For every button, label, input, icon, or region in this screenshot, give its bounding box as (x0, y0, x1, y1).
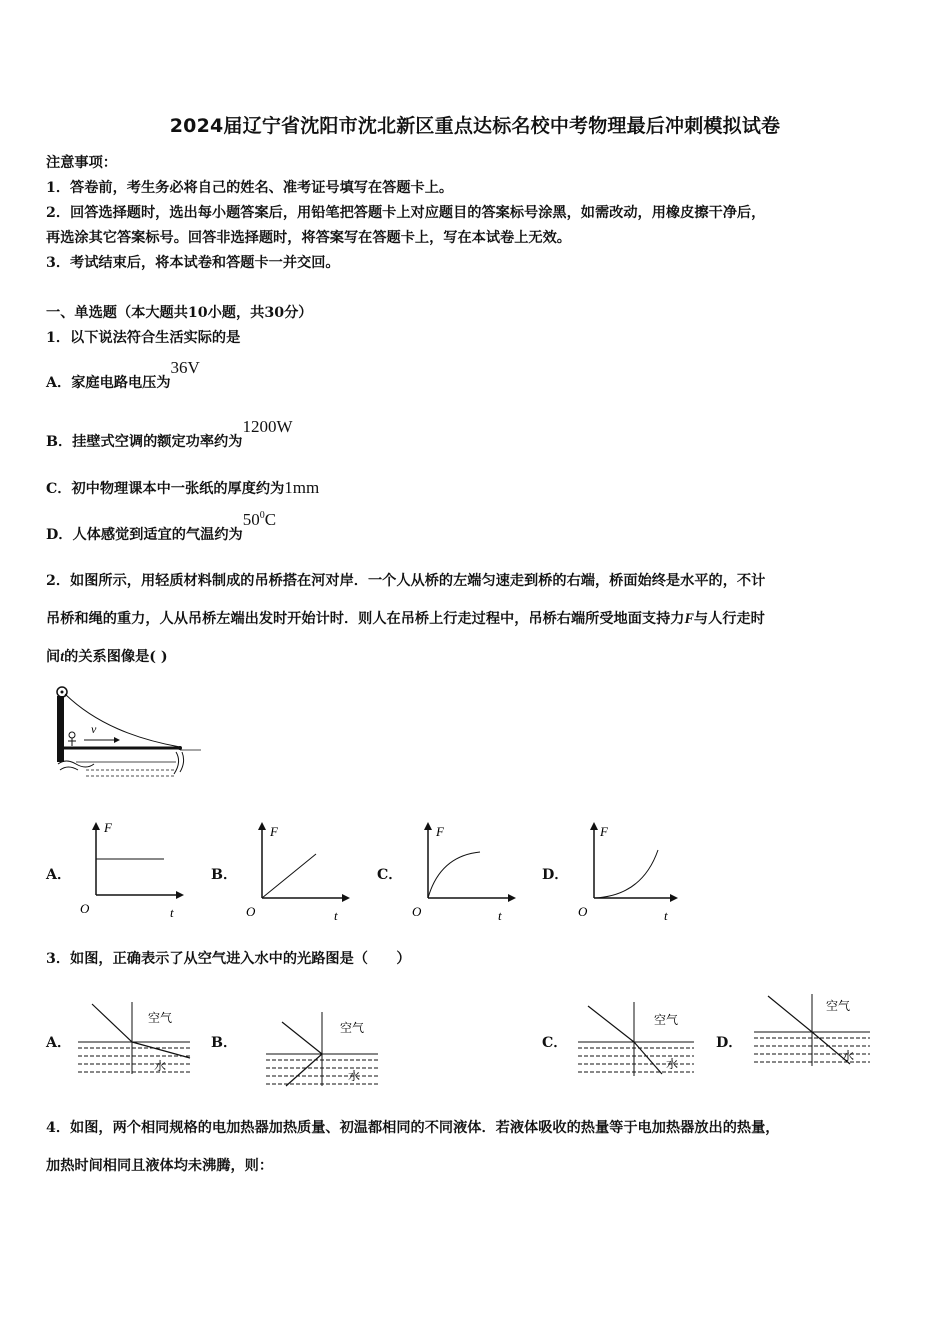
q2-stem-line-3 (46, 646, 168, 666)
axis-O: O (246, 904, 256, 919)
q2-line2-a: 吊桥和绳的重力，人从吊桥左端出发时开始计时．则人在吊桥上行走过程中，吊桥右端所受地面支持力 (46, 611, 685, 627)
section-heading: 一、单选题（本大题共10小题，共30分） (46, 305, 313, 321)
q2-graph-d (574, 818, 684, 924)
q3-stem: 3．如图，正确表示了从空气进入水中的光路图是（ ） (46, 951, 411, 967)
q2-option-c-label: C． (377, 867, 403, 883)
q1-b-text: B．挂壁式空调的额定功率约为 (46, 434, 243, 450)
q1-stem: 1．以下说法符合生活实际的是 (46, 330, 241, 346)
q2-line3-b: 的关系图像是( ) (64, 649, 168, 665)
axis-F: F (270, 824, 278, 839)
q2-stem-line-2 (46, 608, 765, 628)
q3-diagram-b (262, 1008, 382, 1092)
water-label: 水 (842, 1049, 855, 1063)
q3-option-d-label: D． (716, 1035, 743, 1051)
q4-stem-line-1: 4．如图，两个相同规格的电加热器加热质量、初温都相同的不同液体．若液体吸收的热量等于电加热器放出的热量， (46, 1120, 780, 1136)
notice-item-3: 3．考试结束后，将本试卷和答题卡一并交回。 (46, 255, 340, 271)
q2-line3-a: 间 (46, 649, 61, 665)
q2-var-t: t (60, 649, 65, 665)
q2-graph-b (242, 818, 352, 924)
axis-O: O (80, 901, 90, 916)
q1-d-text: D．人体感觉到适宜的气温约为 (46, 527, 243, 543)
axis-O: O (412, 904, 422, 919)
q3-option-b-label: B． (211, 1035, 238, 1051)
q1-d-unit: C (264, 510, 277, 529)
q3-option-a-label: A． (46, 1035, 72, 1051)
q3-diagram-c (574, 996, 698, 1080)
q2-option-d-label: D． (542, 867, 569, 883)
air-label: 空气 (340, 1021, 365, 1035)
velocity-label: v (91, 722, 97, 736)
air-label: 空气 (654, 1013, 679, 1027)
drawbridge-figure (46, 684, 206, 784)
q1-option-d (46, 510, 277, 544)
q1-c-value: 1mm (284, 478, 320, 497)
axis-t: t (664, 908, 668, 923)
q1-option-b (46, 417, 293, 451)
air-label: 空气 (148, 1011, 173, 1025)
q2-option-b-label: B． (211, 867, 238, 883)
q4-stem-line-2: 加热时间相同且液体均未沸腾，则： (46, 1158, 274, 1174)
water-label: 水 (666, 1057, 679, 1071)
q1-d-number: 50 (242, 510, 260, 529)
notice-item-1: 1．答卷前，考生务必将自己的姓名、准考证号填写在答题卡上。 (46, 180, 454, 196)
q1-option-c (46, 478, 319, 498)
axis-t: t (334, 908, 338, 923)
q1-a-value: 36V (170, 358, 200, 377)
q2-option-a-label: A． (46, 867, 72, 883)
notice-item-2b: 再选涂其它答案标号。回答非选择题时，将答案写在答题卡上，写在本试卷上无效。 (46, 230, 571, 246)
q2-graph-c (408, 818, 518, 924)
axis-O: O (578, 904, 588, 919)
axis-F: F (104, 820, 112, 835)
notice-item-2a: 2．回答选择题时，选出每小题答案后，用铅笔把答题卡上对应题目的答案标号涂黑，如需改动，用橡皮擦干净后， (46, 205, 766, 221)
q1-b-value: 1200W (242, 417, 293, 436)
axis-F: F (436, 824, 444, 839)
q2-graph-a (76, 818, 186, 924)
page-title: 2024届辽宁省沈阳市沈北新区重点达标名校中考物理最后冲刺模拟试卷 (169, 115, 781, 137)
axis-F: F (600, 824, 608, 839)
water-label: 水 (154, 1059, 167, 1073)
q2-var-F: F (684, 611, 694, 627)
q3-option-c-label: C． (542, 1035, 568, 1051)
q1-d-degree: 0 (259, 510, 265, 521)
q2-stem-line-1: 2．如图所示，用轻质材料制成的吊桥搭在河对岸．一个人从桥的左端匀速走到桥的右端，桥面始终是水平的，不计 (46, 573, 766, 589)
air-label: 空气 (826, 999, 851, 1013)
notice-heading: 注意事项： (46, 155, 117, 171)
q1-option-a (46, 358, 200, 392)
q1-a-text: A．家庭电路电压为 (46, 375, 171, 391)
q1-d-value (243, 510, 276, 529)
water-label: 水 (348, 1069, 361, 1083)
q3-diagram-d (750, 988, 874, 1072)
q3-diagram-a (74, 996, 194, 1080)
axis-t: t (170, 905, 174, 920)
q2-line2-b: 与人行走时 (693, 611, 765, 627)
axis-t: t (498, 908, 502, 923)
q1-c-text: C．初中物理课本中一张纸的厚度约为 (46, 481, 285, 497)
